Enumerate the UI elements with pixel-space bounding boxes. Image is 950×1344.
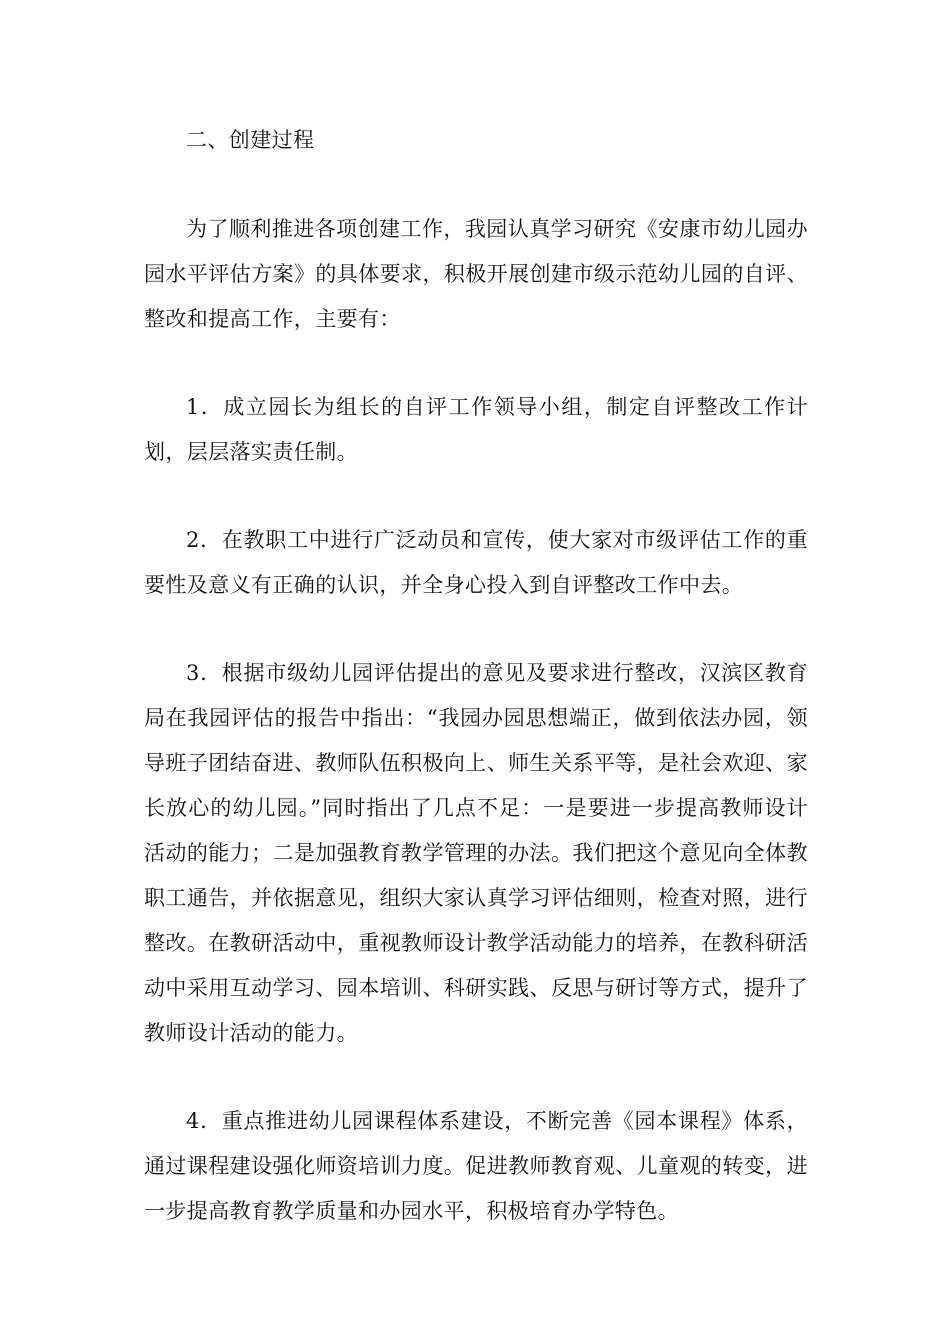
section-heading: 二、创建过程 (186, 128, 315, 152)
paragraph-item-2: 2．在教职工中进行广泛动员和宣传，使大家对市级评估工作的重要性及意义有正确的认识，并全身心投入到自评整改工作中去。 (144, 528, 808, 597)
paragraph-intro: 为了顺利推进各项创建工作，我园认真学习研究《安康市幼儿园办园水平评估方案》的具体要求，积极开展创建市级示范幼儿园的自评、整改和提高工作，主要有： (144, 217, 808, 331)
paragraph-item-1: 1．成立园长为组长的自评工作领导小组，制定自评整改工作计划，层层落实责任制。 (144, 395, 808, 464)
paragraph-item-3: 3．根据市级幼儿园评估提出的意见及要求进行整改，汉滨区教育局在我园评估的报告中指出：“我园办园思想端正，做到依法办园，领导班子团结奋进、教师队伍积极向上、师生关系平等，是社会欢迎、家长放心的幼儿园。”同时指出了几点不足：一是要进一步提高教师设计活动的能力；二是加强教育教学管理的办法。我们把这个意见向全体教职工通告，并依据意见，组织大家认真学习评估细则，检查对照，进行整改。在教研活动中，重视教师设计教学活动能力的培养，在教科研活动中采用互动学习、园本培训、科研实践、反思与研讨等方式，提升了教师设计活动的能力。 (144, 661, 808, 1045)
paragraph-item-4: 4．重点推进幼儿园课程体系建设，不断完善《园本课程》体系，通过课程建设强化师资培训力度。促进教师教育观、儿童观的转变，进一步提高教育教学质量和办园水平，积极培育办学特色。 (144, 1109, 808, 1223)
